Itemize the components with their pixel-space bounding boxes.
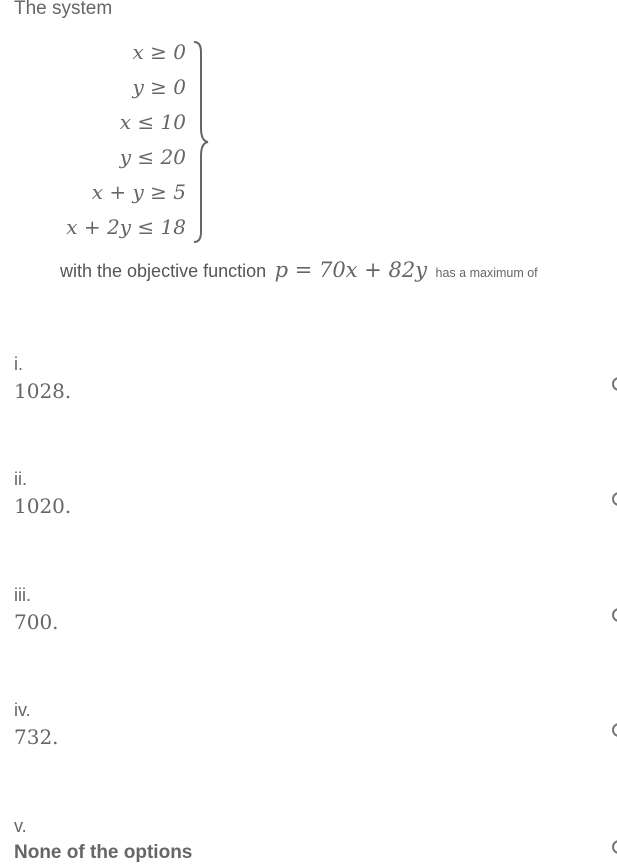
option-radio[interactable] — [612, 608, 617, 622]
option-text: None of the options — [14, 842, 193, 863]
objective-lead: with the objective function — [60, 261, 267, 281]
objective-line — [60, 258, 538, 282]
option-radio[interactable] — [612, 377, 617, 391]
question-intro: The system — [14, 0, 113, 19]
option-value: 700. — [14, 610, 59, 634]
option-numeral: iv. — [14, 700, 31, 720]
option-value: 732. — [14, 725, 59, 749]
right-brace-icon — [192, 40, 212, 244]
objective-trail: has a maximum of — [435, 266, 538, 280]
objective-function: p = 70x + 82y — [274, 258, 428, 282]
option-numeral: v. — [14, 816, 27, 836]
option-radio[interactable] — [612, 840, 617, 854]
inequality-1: x ≥ 0 — [132, 40, 186, 64]
option-numeral: iii. — [14, 585, 31, 605]
inequality-5: x + y ≥ 5 — [91, 180, 186, 204]
inequality-3: x ≤ 10 — [119, 110, 186, 134]
option-numeral: ii. — [14, 469, 27, 489]
option-value: 1020. — [14, 494, 72, 518]
option-radio[interactable] — [612, 492, 617, 506]
option-numeral: i. — [14, 354, 23, 374]
option-radio[interactable] — [612, 723, 617, 737]
inequality-4: y ≤ 20 — [119, 145, 186, 169]
option-value: 1028. — [14, 379, 72, 403]
inequality-2: y ≥ 0 — [132, 75, 186, 99]
inequality-6: x + 2y ≤ 18 — [66, 215, 186, 239]
